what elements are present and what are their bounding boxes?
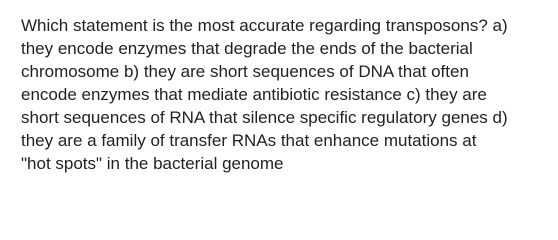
question-line: short sequences of RNA that silence specific regulatory genes d): [21, 108, 508, 127]
question-text: [21, 14, 549, 175]
question-line: encode enzymes that mediate antibiotic resistance c) they are: [21, 85, 487, 104]
question-line: "hot spots" in the bacterial genome: [21, 154, 284, 173]
question-line: chromosome b) they are short sequences of DNA that often: [21, 62, 469, 81]
question-line: Which statement is the most accurate regarding transposons? a): [21, 16, 508, 35]
question-block: [21, 14, 549, 175]
question-line: they are a family of transfer RNAs that enhance mutations at: [21, 131, 477, 150]
question-line: they encode enzymes that degrade the ends of the bacterial: [21, 39, 473, 58]
